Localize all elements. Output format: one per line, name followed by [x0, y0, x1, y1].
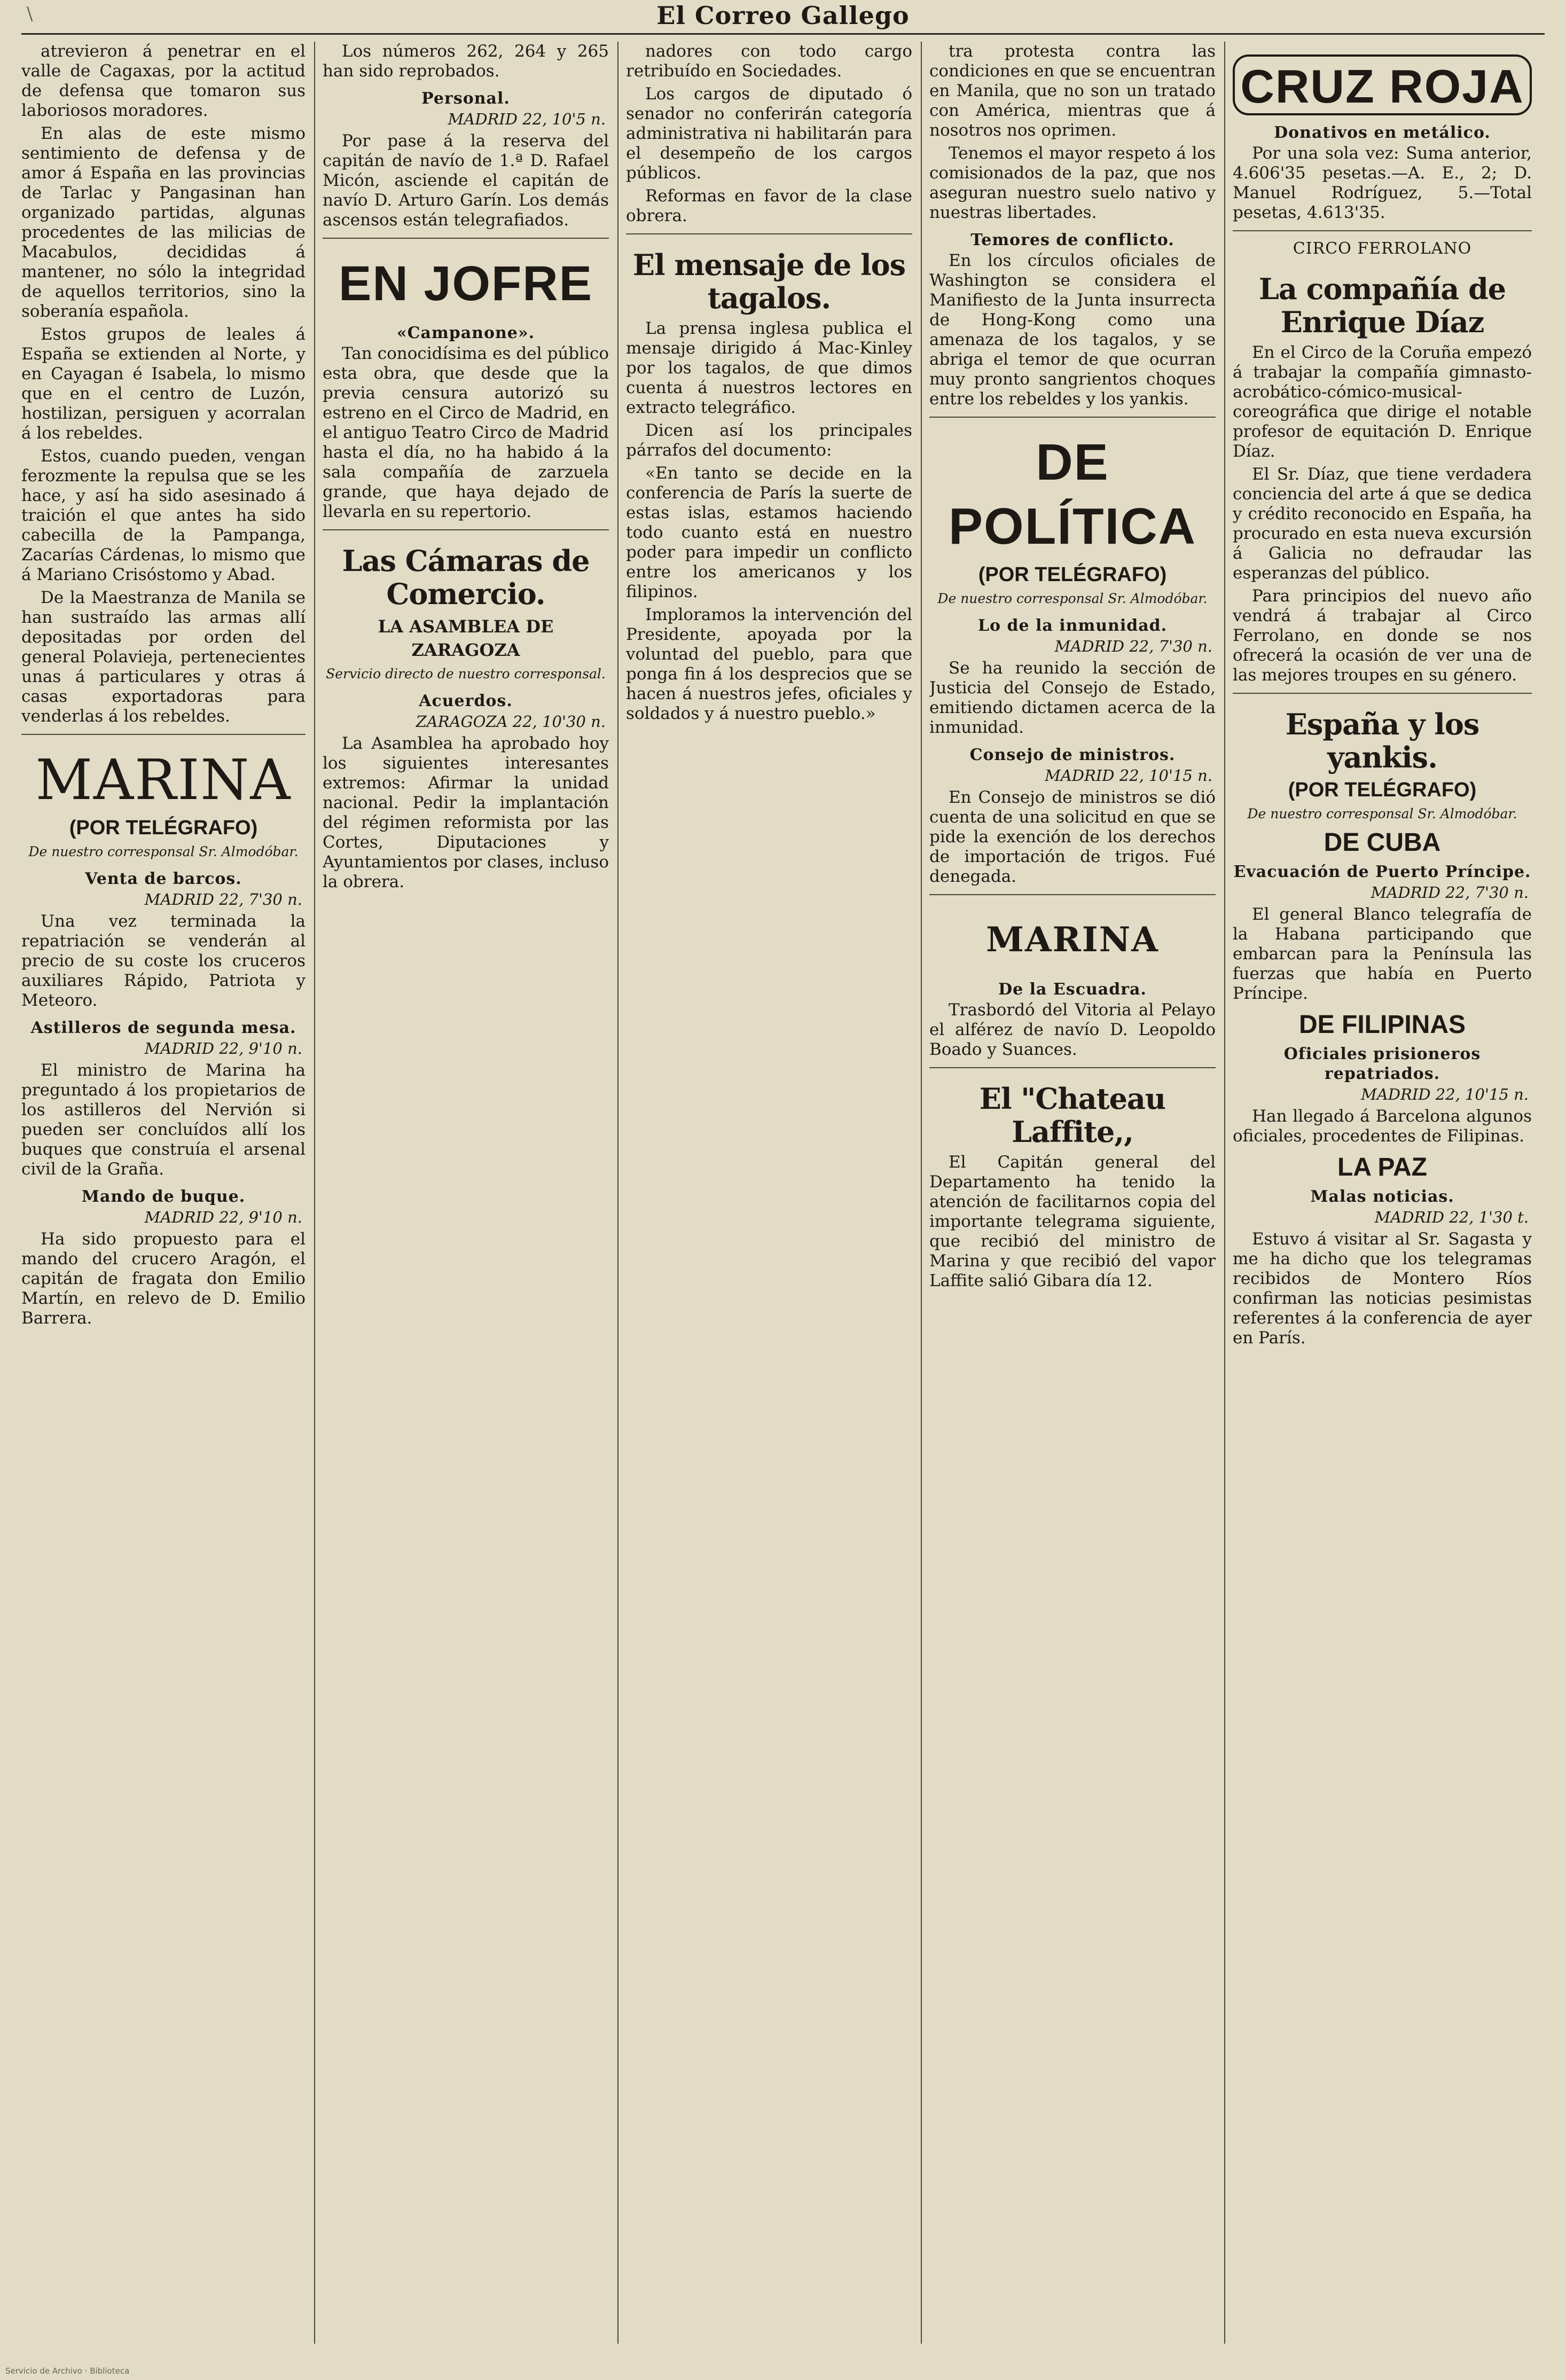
article-paragraph: Tenemos el mayor respeto á los comisionados de la paz, que nos aseguran nuestro suelo nativo y nuestras libertades.	[929, 144, 1216, 222]
dateline: MADRID 22, 7'30 n.	[1054, 637, 1212, 655]
byline: De nuestro corresponsal Sr. Almodóbar.	[937, 591, 1208, 606]
news-kicker: Malas noticias.	[1310, 1187, 1454, 1206]
section-divider	[21, 734, 306, 735]
article-paragraph: Estos grupos de leales á España se extienden al Norte, y en Cayagan é Isabela, lo mismo que en el centro de Luzón, hostilizan, persiguen y acorralan á los rebeldes.	[21, 325, 306, 443]
section-heading-camaras: Las Cámaras de Comercio.	[342, 544, 590, 611]
column-2	[323, 42, 609, 2344]
dateline: MADRID 22, 9'10 n.	[144, 1208, 302, 1226]
dateline: MADRID 22, 7'30 n.	[144, 890, 302, 909]
section-heading-marina: MARINA	[986, 920, 1159, 960]
section-heading-espana: España y los yankis.	[1285, 707, 1479, 774]
dateline: MADRID 22, 9'10 n.	[144, 1039, 302, 1058]
dateline: ZARAGOZA 22, 10'30 n.	[416, 713, 606, 731]
section-divider	[929, 417, 1216, 418]
article-paragraph: Dicen así los principales párrafos del documento:	[626, 421, 912, 460]
news-kicker: Acuerdos.	[419, 692, 513, 710]
section-divider	[929, 894, 1216, 895]
news-kicker: De la Escuadra.	[998, 980, 1147, 999]
article-paragraph: La prensa inglesa publica el mensaje dirigido á Mac-Kinley por los tagalos, de que dimos cuenta á nuestros lectores en extracto telegráfico.	[626, 319, 912, 417]
article-paragraph: Imploramos la intervención del Presidente, apoyada por la voluntad del pueblo, para que ponga fin á los desprecios que se hacen á nuestros jefes, oficiales y soldados y á nuestro pueblo.»	[626, 605, 912, 723]
article-paragraph: Estuvo á visitar al Sr. Sagasta y me ha dicho que los telegramas recibidos de Montero Ríos confirman las noticias pesimistas referentes á la conferencia de ayer en París.	[1233, 1230, 1532, 1348]
article-paragraph: Han llegado á Barcelona algunos oficiales, procedentes de Filipinas.	[1233, 1107, 1532, 1146]
news-kicker: Temores de conflicto.	[970, 231, 1174, 249]
byline: Servicio directo de nuestro corresponsal.	[326, 666, 606, 682]
news-kicker: Consejo de ministros.	[969, 746, 1176, 764]
article-paragraph: Trasbordó del Vitoria al Pelayo el alférez de navío D. Leopoldo Boado y Suances.	[929, 1000, 1216, 1059]
column-rule	[1224, 42, 1225, 2344]
column-rule	[314, 42, 315, 2344]
article-paragraph: En alas de este mismo sentimiento de defensa y de amor á España en las provincias de Tarlac y Pangasinan han organizado partidas, algunas procedentes de las milicias de Macabulos, decididas á mantener, no sólo la integridad de aquellos territorios, sino la soberanía española.	[21, 124, 306, 321]
article-paragraph: Por una sola vez: Suma anterior, 4.606'35 pesetas.—A. E., 2; D. Manuel Rodríguez, 5.—Total pesetas, 4.613'35.	[1233, 144, 1532, 222]
dateline: MADRID 22, 10'15 n.	[1045, 766, 1212, 785]
article-paragraph: Se ha reunido la sección de Justicia del Consejo de Estado, emitiendo dictamen acerca de la inmunidad.	[929, 659, 1216, 737]
article-paragraph: «En tanto se decide en la conferencia de París la suerte de estas islas, estamos haciendo todo cuanto está en nuestro poder para impedir un conflicto entre los americanos y los filipinos.	[626, 464, 912, 601]
masthead	[21, 0, 1545, 35]
article-paragraph: Una vez terminada la repatriación se venderán al precio de su coste los cruceros auxiliares Rápido, Patriota y Meteoro.	[21, 912, 306, 1010]
article-paragraph: Estos, cuando pueden, vengan ferozmente la repulsa que se les hace, y así ha sido asesinado á traición el que antes ha sido cabecilla de la Pampanga, Zacarías Cárdenas, lo mismo que á Mariano Crisóstomo y Abad.	[21, 447, 306, 584]
section-subheading: LA ASAMBLEA DE ZARAGOZA	[378, 616, 554, 660]
section-divider	[1233, 693, 1532, 694]
news-kicker: Astilleros de segunda mesa.	[30, 1019, 296, 1037]
article-paragraph: Los números 262, 264 y 265 han sido reprobados.	[323, 42, 609, 81]
article-paragraph: Ha sido propuesto para el mando del crucero Aragón, el capitán de fragata don Emilio Martín, en relevo de D. Emilio Barrera.	[21, 1230, 306, 1328]
section-divider	[323, 529, 609, 530]
dateline: MADRID 22, 7'30 n.	[1371, 883, 1529, 902]
article-paragraph: El ministro de Marina ha preguntado á los propietarios de los astilleros del Nervión si pueden ser concluídos allí los buques que construía el arsenal civil de la Graña.	[21, 1061, 306, 1179]
section-divider	[1233, 230, 1532, 231]
dateline: MADRID 22, 1'30 t.	[1374, 1208, 1529, 1226]
article-paragraph: De la Maestranza de Manila se han sustraído las armas allí depositadas por orden del general Polavieja, pertenecientes unas á particulares y otras á casas exportadoras para venderlas á los rebeldes.	[21, 588, 306, 726]
section-subheading: (POR TELÉGRAFO)	[978, 563, 1167, 586]
column-rule	[617, 42, 618, 2344]
news-kicker: «Campanone».	[396, 324, 535, 342]
column-5	[1233, 42, 1532, 2344]
article-paragraph: Reformas en favor de la clase obrera.	[626, 186, 912, 225]
article-paragraph: El Sr. Díaz, que tiene verdadera conciencia del arte á que se dedica y crédito reconocido en España, ha procurado en esta nueva excursión á Galicia no defraudar las esperanzas del público.	[1233, 465, 1532, 583]
section-divider	[626, 233, 912, 234]
archive-footer: Servicio de Archivo · Biblioteca	[5, 2366, 130, 2376]
section-divider	[323, 238, 609, 239]
article-paragraph: La Asamblea ha aprobado hoy los siguientes interesantes extremos: Afirmar la unidad nacional. Pedir la implantación del régimen reformista por las Cortes, Diputaciones y Ayuntamientos por clases, incluso la obrera.	[323, 734, 609, 891]
section-subheading: (POR TELÉGRAFO)	[69, 817, 258, 839]
article-paragraph: tra protesta contra las condiciones en que se encuentran en Manila, que no son un tratado con América, mientras que á nosotros nos oprimen.	[929, 42, 1216, 140]
column-4	[929, 42, 1216, 2344]
article-paragraph: En los círculos oficiales de Washington se considera el Manifiesto de la Junta insurrecta de Hong-Kong como una amenaza de los tagalos, y se abriga el temor de que ocurran muy pronto sangrientos choques entre los rebeldes y los yankis.	[929, 251, 1216, 409]
article-paragraph: atrevieron á penetrar en el valle de Cagaxas, por la actitud de defensa que tomaron sus laboriosos moradores.	[21, 42, 306, 120]
article-paragraph: El general Blanco telegrafía de la Habana participando que embarcan para la Península las fuerzas que había en Puerto Príncipe.	[1233, 905, 1532, 1003]
news-kicker: CIRCO FERROLANO	[1293, 239, 1472, 258]
dateline: MADRID 22, 10'5 n.	[448, 110, 606, 128]
article-paragraph: En Consejo de ministros se dió cuenta de una solicitud en que se pide la exención de los derechos de importación de trigos. Fué denegada.	[929, 788, 1216, 886]
section-subheading: (POR TELÉGRAFO)	[1288, 779, 1477, 801]
news-kicker: Evacuación de Puerto Príncipe.	[1233, 863, 1531, 881]
section-subheading: LA PAZ	[1337, 1153, 1427, 1181]
column-rule	[921, 42, 922, 2344]
article-paragraph: Tan conocidísima es del público esta obra, que desde que la previa censura autorizó su estreno en el Circo de Madrid, en el antiguo Teatro Circo de Madrid hasta el día, no ha habido á la sala compañía de zarzuela grande, que haya dejado de llevarla en su repertorio.	[323, 344, 609, 521]
article-paragraph: Por pase á la reserva del capitán de navío de 1.ª D. Rafael Micón, asciende el capitán de navío D. Arturo Garín. Los demás ascensos están telegrafiados.	[323, 131, 609, 230]
section-heading-cruz-roja: CRUZ ROJA	[1233, 54, 1532, 115]
section-heading-chateau: El "Chateau Laffite,,	[979, 1082, 1166, 1149]
news-kicker: Mando de buque.	[81, 1187, 246, 1206]
masthead-mark: \	[27, 3, 33, 25]
news-kicker: Lo de la inmunidad.	[977, 616, 1168, 635]
article-paragraph: El Capitán general del Departamento ha tenido la atención de facilitarnos copia del importante telegrama siguiente, que recibió del ministro de Marina y que recibió del vapor Laffite salió Gibara día 12.	[929, 1153, 1216, 1290]
news-kicker: Donativos en metálico.	[1274, 123, 1491, 142]
news-kicker: Venta de barcos.	[85, 870, 242, 888]
section-divider	[929, 1067, 1216, 1068]
column-3	[626, 42, 912, 2344]
section-subheading: DE CUBA	[1324, 828, 1441, 857]
news-kicker: Oficiales prisioneros repatriados.	[1283, 1045, 1481, 1083]
newspaper-title: El Correo Gallego	[656, 1, 910, 30]
section-heading-circo: La compañía de Enrique Díaz	[1258, 272, 1506, 339]
section-subheading: DE FILIPINAS	[1298, 1011, 1466, 1039]
section-heading-jofre: EN JOFRE	[338, 256, 593, 311]
byline: De nuestro corresponsal Sr. Almodóbar.	[28, 844, 299, 859]
article-paragraph: nadores con todo cargo retribuído en Sociedades.	[626, 42, 912, 81]
section-heading-mensaje: El mensaje de los tagalos.	[632, 248, 906, 315]
dateline: MADRID 22, 10'15 n.	[1361, 1085, 1529, 1103]
column-1	[21, 42, 306, 2344]
section-heading-marina: MARINA	[35, 747, 292, 812]
article-paragraph: Los cargos de diputado ó senador no conferirán categoría administrativa ni habilitarán para el desempeño de los cargos públicos.	[626, 84, 912, 183]
news-kicker: Personal.	[421, 89, 510, 108]
article-paragraph: Para principios del nuevo año vendrá á trabajar al Circo Ferrolano, en donde se nos ofrecerá la ocasión de ver una de las mejores troupes en su género.	[1233, 586, 1532, 685]
article-paragraph: En el Circo de la Coruña empezó á trabajar la compañía gimnasto-acrobático-cómico-musical-coreográfica que dirige el notable profesor de equitación D. Enrique Díaz.	[1233, 343, 1532, 461]
byline: De nuestro corresponsal Sr. Almodóbar.	[1247, 806, 1517, 821]
section-heading-politica: DE POLÍTICA	[949, 434, 1196, 555]
